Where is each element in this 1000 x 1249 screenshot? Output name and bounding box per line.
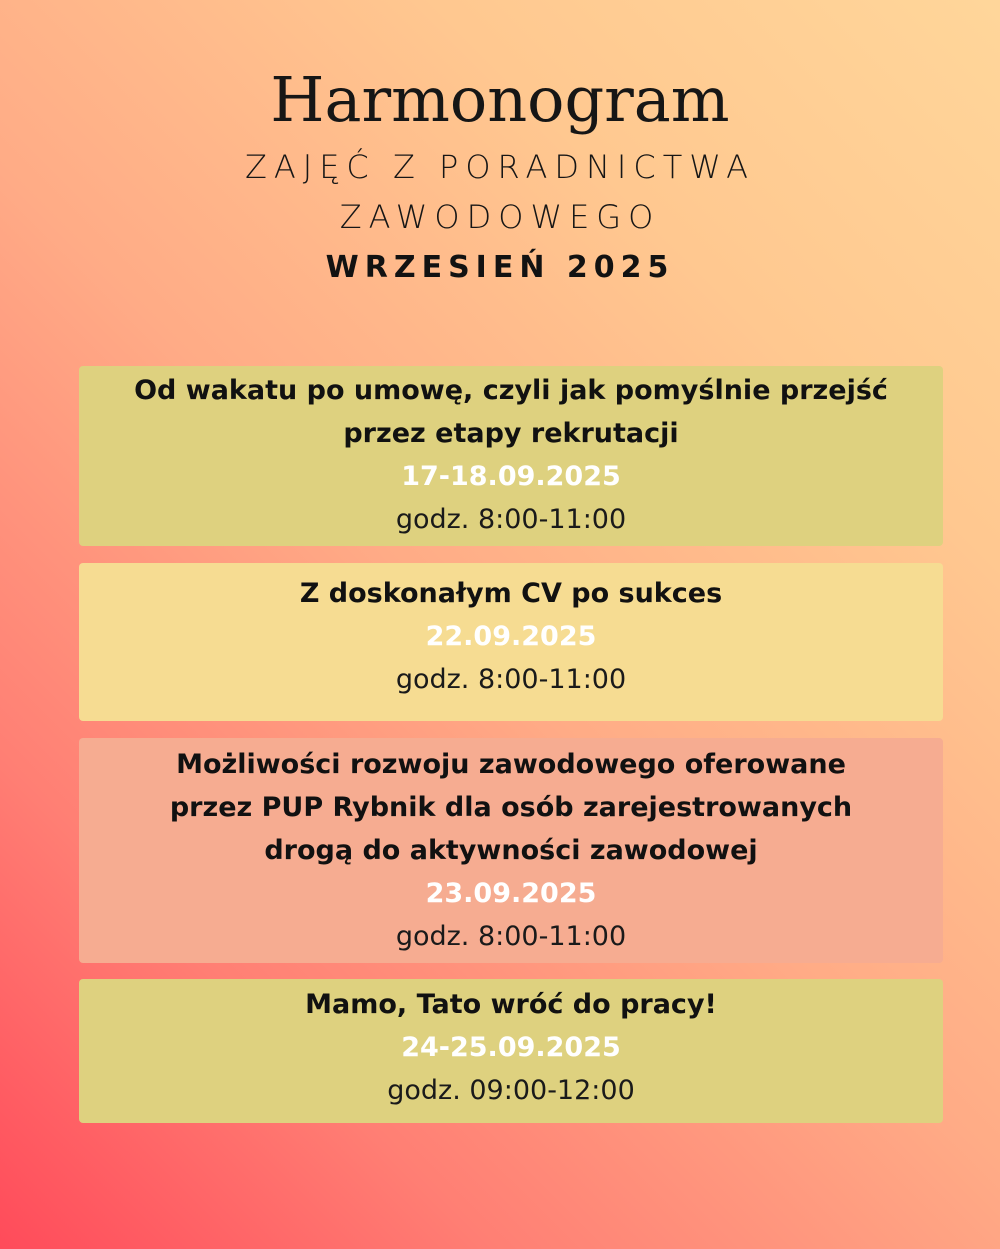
- event-card-recruitment: [79, 366, 943, 546]
- event-card-cv: [79, 563, 943, 721]
- event-title-line: przez etapy rekrutacji: [343, 418, 679, 449]
- event-date: 17-18.09.2025: [401, 461, 621, 492]
- event-title-line: przez PUP Rybnik dla osób zarejestrowanych: [169, 792, 853, 823]
- event-hours: godz. 8:00-11:00: [395, 664, 627, 695]
- event-title-line: Od wakatu po umowę, czyli jak pomyślnie przejść: [134, 375, 888, 406]
- event-date: 24-25.09.2025: [401, 1032, 621, 1063]
- event-title-line: Mamo, Tato wróć do pracy!: [305, 989, 717, 1020]
- event-hours: godz. 09:00-12:00: [387, 1075, 635, 1106]
- event-card-parents: [79, 979, 943, 1123]
- event-title-line: drogą do aktywności zawodowej: [264, 835, 758, 866]
- event-hours: godz. 8:00-11:00: [395, 504, 627, 535]
- event-date: 22.09.2025: [425, 621, 597, 652]
- event-date: 23.09.2025: [425, 878, 597, 909]
- header: [0, 62, 1000, 290]
- event-hours: godz. 8:00-11:00: [395, 921, 627, 952]
- event-title-line: Możliwości rozwoju zawodowego oferowane: [176, 749, 846, 780]
- subtitle-line-1: ZAJĘĆ Z PORADNICTWA: [244, 148, 756, 186]
- subtitle-line-2: ZAWODOWEGO: [339, 198, 661, 236]
- event-card-development: [79, 738, 943, 963]
- page-title: Harmonogram: [270, 63, 730, 136]
- event-title-line: Z doskonałym CV po sukces: [299, 578, 723, 609]
- month-label: WRZESIEŃ 2025: [325, 250, 675, 285]
